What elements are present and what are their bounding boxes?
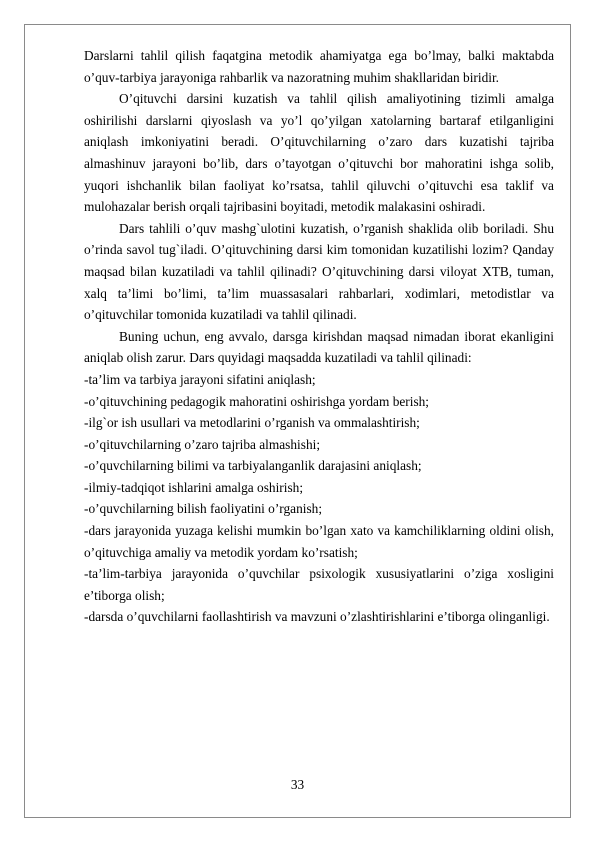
paragraph: O’qituvchi darsini kuzatish va tahlil qilish amaliyotining tizimli amalga oshirilishi darslarni qiyoslash va yo’l qo’yilgan xatolarning bartaraf etilganligini aniqlash imkoniyatini beradi. O’qituvchilarning o’zaro dars kuzatishi tajriba almashinuv jarayoni bo’lib, dars o’tayotgan o’qituvchi bor mahoratini ishga solib, yuqori ishchanlik bilan faoliyat ko’rsatsa, tahlil qiluvchi o’qituvchi esa taklif va mulohazalar berish orqali tajribasini boyitadi, metodik malakasini oshiradi. (84, 91, 554, 215)
list-item: -ta’lim-tarbiya jarayonida o’quvchilar psixologik xususiyatlarini o’ziga xosligini e’tiborga olish; (84, 566, 554, 603)
list-item: -dars jarayonida yuzaga kelishi mumkin bo’lgan xato va kamchiliklarning oldini olish, o’qituvchiga amaliy va metodik yordam ko’rsatish; (84, 523, 554, 560)
paragraph: Dars tahlili o’quv mashg`ulotini kuzatish, o’rganish shaklida olib boriladi. Shu o’rinda savol tug`iladi. O’qituvchining darsi kim tomonidan kuzatilishi lozim? Qanday maqsad bilan kuzatiladi va tahlil qilinadi? O’qituvchining darsi viloyat XTB, tuman, xalq ta’limi bo’limi, ta’lim muassasalari rahbarlari, xodimlari, metodistlar va o’qituvchilar tomonida kuzatiladi va tahlil qilinadi. (84, 220, 554, 323)
list-item: -darsda o’quvchilarni faollashtirish va mavzuni o’zlashtirishlarini e’tiborga olinganligi. (84, 609, 550, 625)
page-number: 33 (290, 777, 305, 792)
paragraph: Buning uchun, eng avvalo, darsga kirishdan maqsad nimadan iborat ekanligini aniqlab olish zarur. Dars quyidagi maqsadda kuzatiladi va tahlil qilinadi: (84, 328, 554, 366)
paragraph: Darslarni tahlil qilish faqatgina metodik ahamiyatga ega bo’lmay, balki maktabda o’quv-tarbiya jarayoniga rahbarlik va nazoratning muhim shakllaridan biridir. (84, 48, 554, 85)
list-item: -ilg`or ish usullari va metodlarini o’rganish va ommalashtirish; (84, 415, 420, 431)
list-item: -o’qituvchilarning o’zaro tajriba almashishi; (84, 436, 321, 452)
list-item: -ta’lim va tarbiya jarayoni sifatini aniqlash; (84, 371, 316, 387)
list-item: -ilmiy-tadqiqot ishlarini amalga oshirish; (84, 479, 304, 495)
document-body (84, 45, 554, 628)
list-item: -o’quvchilarning bilish faoliyatini o’rganish; (84, 501, 323, 517)
list-item: -o’qituvchining pedagogik mahoratini oshirishga yordam berish; (84, 393, 430, 409)
list-item: -o’quvchilarning bilimi va tarbiyalanganlik darajasini aniqlash; (84, 458, 422, 474)
